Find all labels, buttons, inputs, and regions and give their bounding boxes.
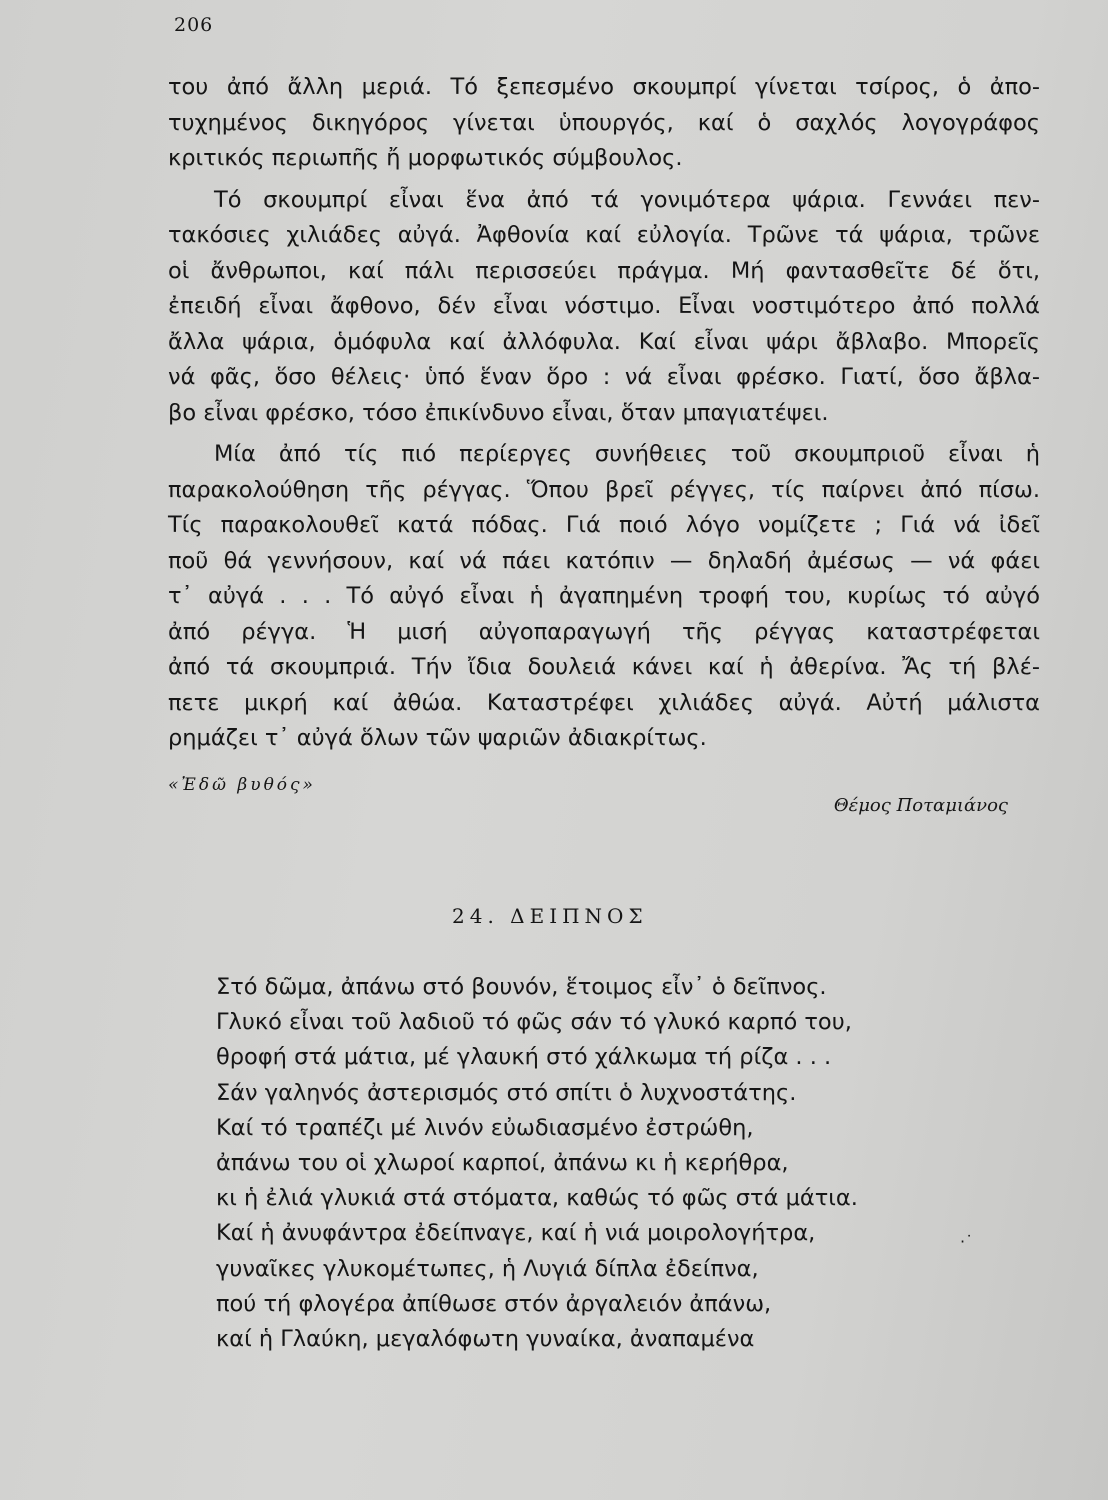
prose-line: Μία ἀπό τίς πιό περίεργες συνήθειες τοῦ σκουμπριοῦ εἶναι ἡ bbox=[214, 441, 1040, 467]
poem-line: Σάν γαληνός ἀστερισμός στό σπίτι ὁ λυχνοστάτης. bbox=[216, 1079, 797, 1106]
prose-line: κριτικός περιωπῆς ἤ μορφωτικός σύμβουλος. bbox=[168, 145, 683, 171]
poem-line: Στό δῶμα, ἀπάνω στό βουνόν, ἕτοιμος εἶν᾽ ὁ δεῖπνος. bbox=[216, 974, 827, 1000]
poem-line: Γλυκό εἶναι τοῦ λαδιοῦ τό φῶς σάν τό γλυκό καρπό του, bbox=[216, 1009, 852, 1036]
prose-line: ἀπό τά σκουμπριά. Τήν ἴδια δουλειά κάνει καί ἡ ἀθερίνα. Ἄς τή βλέ- bbox=[168, 654, 1040, 680]
prose-line: τ᾽ αὐγά . . . Τό αὐγό εἶναι ἡ ἀγαπημένη τροφή του, κυρίως τό αὐγό bbox=[168, 583, 1040, 609]
prose-line: Τίς παρακολουθεῖ κατά πόδας. Γιά ποιό λόγο νομίζετε ; Γιά νά ἰδεῖ bbox=[168, 512, 1040, 538]
poem-line: Καί τό τραπέζι μέ λινόν εὐωδιασμένο ἐστρώθη, bbox=[216, 1114, 754, 1141]
prose-line: πετε μικρή καί ἀθώα. Καταστρέφει χιλιάδες αὐγά. Αὐτή μάλιστα bbox=[168, 689, 1040, 716]
prose-line: Τό σκουμπρί εἶναι ἕνα ἀπό τά γονιμότερα ψάρια. Γεννάει πεν- bbox=[214, 186, 1040, 213]
prose-line: οἱ ἄνθρωποι, καί πάλι περισσεύει πράγμα. Μή φαντασθεῖτε δέ ὅτι, bbox=[168, 257, 1040, 284]
ink-speck-icon: ·˙ bbox=[960, 1232, 974, 1251]
poem-line: πού τή φλογέρα ἀπίθωσε στόν ἀργαλειόν ἀπάνω, bbox=[216, 1290, 772, 1317]
prose-line: νά φᾶς, ὅσο θέλεις· ὑπό ἕναν ὅρο : νά εἶναι φρέσκο. Γιατί, ὅσο ἄβλα- bbox=[168, 364, 1040, 390]
poem-line: ἀπάνω του οἱ χλωροί καρποί, ἀπάνω κι ἡ κερήθρα, bbox=[216, 1150, 789, 1177]
prose-line: ἀπό ρέγγα. Ἡ μισή αὐγοπαραγωγή τῆς ρέγγας καταστρέφεται bbox=[168, 618, 1040, 645]
poem-line: γυναῖκες γλυκομέτωπες, ἡ Λυγιά δίπλα ἐδείπνα, bbox=[216, 1255, 759, 1282]
prose-line: τακόσιες χιλιάδες αὐγά. Ἀφθονία καί εὐλογία. Τρῶνε τά ψάρια, τρῶνε bbox=[168, 222, 1040, 248]
poem-body bbox=[216, 970, 858, 1357]
prose-line: του ἀπό ἄλλη μεριά. Τό ξεπεσμένο σκουμπρί γίνεται τσίρος, ὁ ἀπο- bbox=[168, 74, 1040, 100]
prose-line: παρακολούθηση τῆς ρέγγας. Ὅπου βρεῖ ρέγγες, τίς παίρνει ἀπό πίσω. bbox=[168, 476, 1040, 503]
poem-line: Καί ἡ ἀνυφάντρα ἐδείπναγε, καί ἡ νιά μοιρολογήτρα, bbox=[216, 1220, 816, 1247]
prose-body bbox=[168, 70, 1040, 757]
poem-line: καί ἡ Γλαύκη, μεγαλόφωτη γυναίκα, ἀναπαμένα bbox=[216, 1326, 755, 1353]
source-title: «Ἐδῶ βυθός» bbox=[168, 775, 316, 795]
prose-line: τυχημένος δικηγόρος γίνεται ὑπουργός, καί ὁ σαχλός λογογράφος bbox=[168, 109, 1040, 136]
prose-line: βο εἶναι φρέσκο, τόσο ἐπικίνδυνο εἶναι, ὅταν μπαγιατέψει. bbox=[168, 399, 829, 426]
poem-line: κι ἡ ἐλιά γλυκιά στά στόματα, καθώς τό φῶς στά μάτια. bbox=[216, 1185, 858, 1212]
prose-line: ἐπειδή εἶναι ἄφθονο, δέν εἶναι νόστιμο. Εἶναι νοστιμότερο ἀπό πολλά bbox=[168, 293, 1040, 319]
poem-line: θροφή στά μάτια, μέ γλαυκή στό χάλκωμα τή ρίζα . . . bbox=[216, 1044, 832, 1071]
prose-line: ποῦ θά γεννήσουν, καί νά πάει κατόπιν — δηλαδή ἀμέσως — νά φάει bbox=[168, 547, 1040, 574]
prose-line: ἄλλα ψάρια, ὁμόφυλα καί ἀλλόφυλα. Καί εἶναι ψάρι ἄβλαβο. Μπορεῖς bbox=[168, 328, 1040, 355]
section-heading: 24. ΔΕΙΠΝΟΣ bbox=[452, 904, 648, 928]
author-name: Θέμος Ποταμιάνος bbox=[833, 795, 1008, 816]
page-number: 206 bbox=[174, 14, 214, 36]
citation-row bbox=[168, 775, 1008, 825]
prose-line: ρημάζει τ᾽ αὐγά ὅλων τῶν ψαριῶν ἀδιακρίτως. bbox=[168, 725, 707, 751]
